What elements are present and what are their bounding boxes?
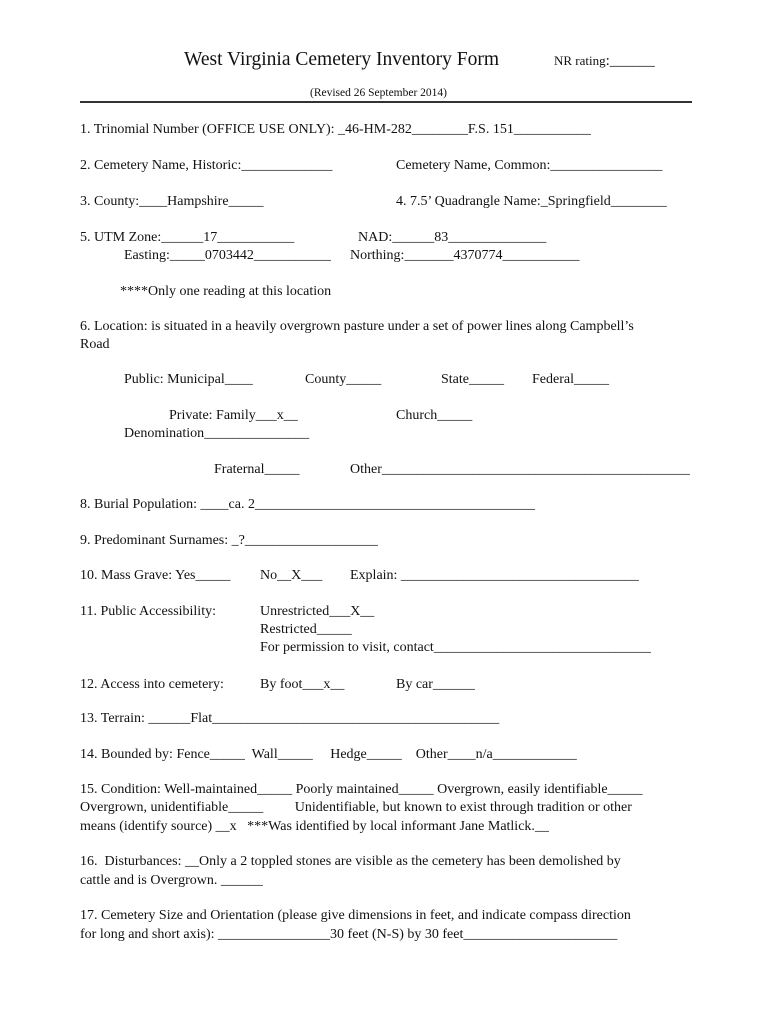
cemetery-name-historic: 2. Cemetery Name, Historic:_____________ xyxy=(80,158,333,173)
northing-line: Northing:_______4370774___________ xyxy=(350,248,580,263)
condition-line-2: Overgrown, unidentifiable_____ Unidentifiable, but known to exist through tradition or other xyxy=(80,800,632,815)
utm-zone-line: 5. UTM Zone:______17___________ xyxy=(80,230,295,245)
ownership-other: Other____________________________________________ xyxy=(350,462,690,477)
cemetery-size-line-2: for long and short axis): ________________30 feet (N-S) by 30 feet______________________ xyxy=(80,927,618,942)
cemetery-name-common: Cemetery Name, Common:________________ xyxy=(396,158,663,173)
nr-rating-label: NR rating xyxy=(554,53,606,68)
nr-rating-value: :______ xyxy=(605,53,655,69)
ownership-county: County_____ xyxy=(305,372,382,387)
easting-line: Easting:_____0703442___________ xyxy=(124,248,331,263)
condition-line-1: 15. Condition: Well-maintained_____ Poorly maintained_____ Overgrown, easily identifiable_____ xyxy=(80,782,643,797)
revised-date: (Revised 26 September 2014) xyxy=(310,87,448,99)
accessibility-contact: For permission to visit, contact_______________________________ xyxy=(260,640,651,655)
burial-population-line: 8. Burial Population: ____ca. 2________________________________________ xyxy=(80,497,535,512)
location-line-2: Road xyxy=(80,337,110,352)
ownership-fraternal: Fraternal_____ xyxy=(214,462,300,477)
access-by-car: By car______ xyxy=(396,677,475,692)
ownership-state: State_____ xyxy=(441,372,504,387)
ownership-federal: Federal_____ xyxy=(532,372,609,387)
disturbances-line-1: 16. Disturbances: __Only a 2 toppled stones are visible as the cemetery has been demolished by xyxy=(80,854,621,869)
cemetery-size-line-1: 17. Cemetery Size and Orientation (please give dimensions in feet, and indicate compass direction xyxy=(80,908,631,923)
access-into-cemetery-label: 12. Access into cemetery: xyxy=(80,677,224,692)
header-rule xyxy=(80,101,692,103)
form-title: West Virginia Cemetery Inventory Form xyxy=(184,49,499,70)
mass-grave-yes: 10. Mass Grave: Yes_____ xyxy=(80,568,231,583)
trinomial-number-line: 1. Trinomial Number (OFFICE USE ONLY): _46-HM-282________F.S. 151___________ xyxy=(80,122,591,137)
quadrangle-name-line: 4. 7.5’ Quadrangle Name:_Springfield________ xyxy=(396,194,667,209)
ownership-church: Church_____ xyxy=(396,408,473,423)
reading-note: ****Only one reading at this location xyxy=(120,284,332,299)
mass-grave-explain: Explain: __________________________________ xyxy=(350,568,639,583)
condition-line-3: means (identify source) __x ***Was identified by local informant Jane Matlick.__ xyxy=(80,819,549,834)
mass-grave-no: No__X___ xyxy=(260,568,323,583)
accessibility-restricted: Restricted_____ xyxy=(260,622,352,637)
terrain-line: 13. Terrain: ______Flat_________________________________________ xyxy=(80,711,500,726)
access-by-foot: By foot___x__ xyxy=(260,677,345,692)
disturbances-line-2: cattle and is Overgrown. ______ xyxy=(80,873,263,888)
ownership-private-family: Private: Family___x__ xyxy=(169,408,298,423)
accessibility-unrestricted: Unrestricted___X__ xyxy=(260,604,375,619)
ownership-denomination: Denomination_______________ xyxy=(124,426,310,441)
county-line: 3. County:____Hampshire_____ xyxy=(80,194,264,209)
nad-line: NAD:______83______________ xyxy=(358,230,547,245)
location-line-1: 6. Location: is situated in a heavily overgrown pasture under a set of power lines along Campbell’s xyxy=(80,319,634,334)
predominant-surnames-line: 9. Predominant Surnames: _?___________________ xyxy=(80,533,378,548)
ownership-public-municipal: Public: Municipal____ xyxy=(124,372,253,387)
bounded-by-line: 14. Bounded by: Fence_____ Wall_____ Hedge_____ Other____n/a____________ xyxy=(80,747,577,762)
public-accessibility-label: 11. Public Accessibility: xyxy=(80,604,216,619)
nr-rating xyxy=(554,52,655,70)
